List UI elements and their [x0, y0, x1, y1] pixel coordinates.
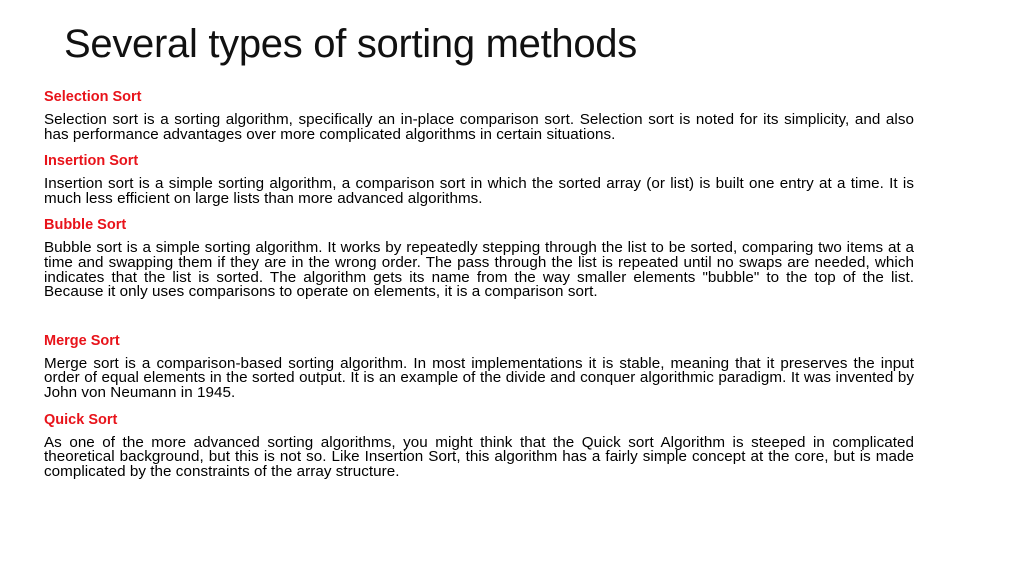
- section-heading: Bubble Sort: [44, 217, 127, 234]
- section-body: Selection sort is a sorting algorithm, specifically an in-place comparison sort. Selection sort is noted for its simplicity, and also has performance advantages over more complicated algorithms in certain situations.: [44, 111, 914, 143]
- section-bubble-sort: [44, 216, 914, 299]
- section-quick-sort: [44, 411, 914, 480]
- slide-title: Several types of sorting methods: [64, 22, 637, 66]
- section-selection-sort: [44, 88, 914, 142]
- section-heading: Quick Sort: [44, 411, 118, 428]
- spacer: [44, 310, 914, 332]
- section-body: Bubble sort is a simple sorting algorithm. It works by repeatedly stepping through the list to be sorted, comparing two items at a time and swapping them if they are in the wrong order. The pass through the list is repeated until no swaps are needed, which indicates that the list is sorted. The algorithm gets its name from the way smaller elements "bubble" to the top of the list. Because it only uses comparisons to operate on elements, it is a comparison sort.: [44, 239, 914, 301]
- section-body: Merge sort is a comparison-based sorting algorithm. In most implementations it is stable, meaning that it preserves the input order of equal elements in the sorted output. It is an example of the divide and conquer algorithmic paradigm. It was invented by John von Neumann in 1945.: [44, 354, 914, 401]
- section-body: Insertion sort is a simple sorting algorithm, a comparison sort in which the sorted array (or list) is built one entry at a time. It is much less efficient on large lists than more advanced algorithms.: [44, 175, 914, 207]
- slide-content: [44, 88, 914, 489]
- section-body: As one of the more advanced sorting algorithms, you might think that the Quick sort Algorithm is steeped in complicated theoretical background, but this is not so. Like Insertion Sort, this algorithm has a fairly simple concept at the core, but is made complicated by the constraints of the array structure.: [44, 433, 914, 480]
- section-heading: Selection Sort: [44, 89, 142, 105]
- section-merge-sort: [44, 332, 914, 401]
- section-heading: Insertion Sort: [44, 153, 139, 170]
- section-heading: Merge Sort: [44, 332, 120, 349]
- section-insertion-sort: [44, 152, 914, 206]
